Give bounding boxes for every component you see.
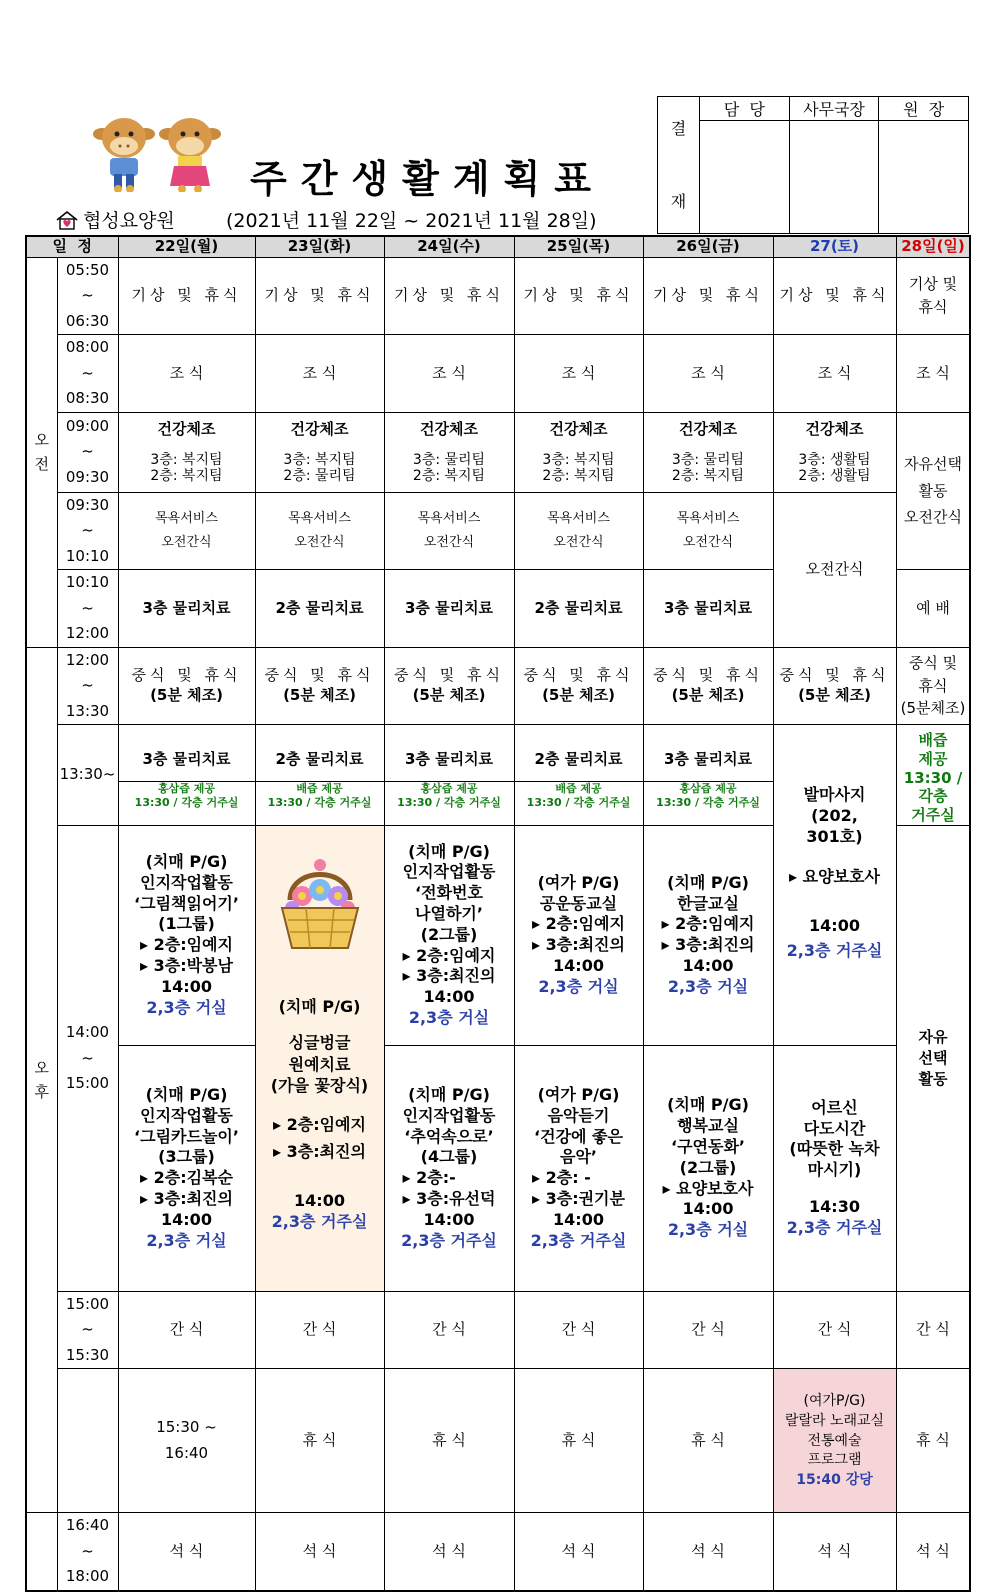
lunch-label: 중식 및 휴식 [653,666,763,685]
exercise-label: 건강체조 [549,420,608,439]
lunch-exercise: (5분 체조) [798,685,871,704]
program-group: (1그룹) [158,914,215,934]
section-label: 오 전 [26,257,57,647]
approval-label-top: 결 [670,118,687,138]
signature-box[interactable] [789,121,879,234]
activity-cell [255,492,384,570]
juice-label: 홍삼즙 제공 [158,781,215,795]
activity-cell [255,725,384,826]
lunch-label: 중식 및 휴식 [264,666,375,685]
program-cell [514,1045,643,1291]
program-time: 14:00 [553,956,604,976]
weekly-schedule-table [25,235,971,1592]
activity-cell [118,412,255,492]
program-title: 랄랄라 노래교실 전통예술 프로그램 [784,1412,885,1469]
time-slot: 13:30~ [57,725,118,826]
activity-cell: 중식 및 휴식 (5분체조) [896,647,970,725]
activity-cell: 석 식 [773,1513,896,1591]
bath-service: 목욕서비스 [547,511,610,527]
exercise-label: 건강체조 [420,420,478,439]
activity-cell [118,647,255,725]
signature-box[interactable] [879,121,969,234]
time-slot: 15:30 ~ 16:40 [118,1369,255,1513]
program-floors: ▸ 2층:김복순 ▸ 3층:최진의 [140,1168,233,1209]
activity-cell: 오전간식 [773,492,896,647]
lunch-exercise: (5분 체조) [542,685,615,704]
time-slot: 05:50 ~ 06:30 [57,257,118,335]
activity-cell: 휴 식 [643,1369,773,1513]
team-assignment: 3층: 복지팀 2층: 복지팀 [542,451,615,484]
program-tag: (치매 P/G) [408,841,490,861]
program-place: 2,3층 거실 [146,997,227,1017]
program-title: 공운동교실 [539,893,618,913]
program-group: (2그룹) [679,1157,737,1177]
program-cell [773,725,896,1046]
juice-time: 13:30 / 각층 거주실 [267,796,372,810]
exercise-label: 건강체조 [157,420,216,439]
activity-cell: 3층 물리치료 [643,570,773,648]
activity-cell [643,492,773,570]
lunch-label: 중식 및 휴식 [779,666,890,685]
activity-cell [643,412,773,492]
program-cell [643,825,773,1045]
juice-time: 13:30 / 각층 거주실 [134,796,239,810]
approval-role-staff: 담 당 [700,97,790,121]
activity-cell: 석 식 [514,1513,643,1591]
program-cell [118,1045,255,1291]
time-slot: 10:10 ~ 12:00 [57,570,118,648]
time-slot: 16:40 ~ 18:00 [57,1513,118,1591]
day-header: 23일(화) [255,236,384,257]
program-time: 15:40 강당 [796,1471,873,1488]
program-group: (3그룹) [158,1147,215,1167]
program-tag: (여가 P/G) [537,1085,620,1105]
program-floors: ▸ 2층:임예지 ▸ 3층:최진의 [402,945,496,986]
time-slot: 09:30 ~ 10:10 [57,492,118,570]
activity-cell: 간 식 [514,1291,643,1369]
program-place: 2,3층 거주실 [530,1230,627,1250]
bath-service: 목욕서비스 [288,511,351,527]
team-assignment: 3층: 물리팀 2층: 복지팀 [671,451,745,484]
activity-cell: 휴 식 [255,1369,384,1513]
activity-cell: 석 식 [384,1513,514,1591]
activity-cell [384,647,514,725]
program-title: 인지작업활동 ‘전화번호 나열하기’ [402,862,496,924]
activity-cell [773,647,896,725]
program-tag: (여가 P/G) [537,872,620,892]
activity-cell [118,725,255,826]
activity-cell: 조 식 [514,335,643,413]
program-tag: (치매 P/G) [667,872,749,892]
activity-cell: 기상 및 휴식 [896,257,970,335]
juice-label: 홍삼즙 제공 [420,781,478,795]
activity-cell: 석 식 [255,1513,384,1591]
activity-cell [384,492,514,570]
program-floors: ▸ 2층:임예지 ▸ 3층:최진의 [661,914,755,955]
activity-cell: 기상 및 휴식 [773,257,896,335]
activity-cell: 간 식 [384,1291,514,1369]
program-time: 14:30 [809,1197,860,1217]
program-place: 2,3층 거실 [408,1008,490,1028]
time-slot: 15:00 ~ 15:30 [57,1291,118,1369]
activity-cell: 2층 물리치료 [514,570,643,648]
page-title: 주간생활계획표 [250,157,605,201]
program-floors: ▸ 2층:임예지 ▸ 3층:최진의 [273,1114,366,1162]
program-tag: (치매 P/G) [667,1095,749,1115]
facility-name: 협성요양원 [83,210,175,232]
activity-cell [643,725,773,826]
program-floors: ▸ 2층:임예지 ▸ 3층:박봉남 [140,935,233,976]
activity-cell: 2층 물리치료 [255,570,384,648]
approval-role-director: 원 장 [879,97,969,121]
activity-cell: 조 식 [384,335,514,413]
day-header: 28일(일) [896,236,970,257]
am-snack: 오전간식 [294,534,345,550]
activity-cell [384,725,514,826]
am-snack: 오전간식 [682,534,734,550]
program-group: (2그룹) [420,924,478,944]
program-title: 인지작업활동 ‘그림카드놀이’ [134,1105,239,1146]
cow-mascot-icon [158,112,222,192]
activity-cell [514,647,643,725]
program-place: 2,3층 거주실 [786,940,883,960]
program-time: 14:00 [553,1209,604,1229]
program-place: 2,3층 거실 [538,976,619,996]
therapy-label: 3층 물리치료 [644,739,773,782]
time-slot: 08:00 ~ 08:30 [57,335,118,413]
time-slot: 14:00 ~ 15:00 [57,825,118,1291]
activity-cell: 기상 및 휴식 [514,257,643,335]
approval-box [657,96,969,234]
activity-cell [255,647,384,725]
schedule-label: 일 정 [26,236,118,257]
program-title: 한글교실 [677,893,739,913]
activity-cell [514,725,643,826]
activity-cell: 조 식 [643,335,773,413]
schedule-period: (2021년 11월 22일 ~ 2021년 11월 28일) [226,210,597,232]
lunch-label: 중식 및 휴식 [394,666,504,685]
activity-cell: 석 식 [896,1513,970,1591]
exercise-label: 건강체조 [679,420,737,439]
program-title: 음악듣기 ‘건강에 좋은 음악’ [534,1105,623,1167]
day-header: 26일(금) [643,236,773,257]
lunch-label: 중식 및 휴식 [523,666,634,685]
activity-cell: 자유선택 활동 오전간식 [896,412,970,570]
program-place: 2,3층 거실 [146,1230,227,1250]
lunch-exercise: (5분 체조) [283,685,356,704]
activity-cell [255,412,384,492]
juice-label: 배즙 제공 [296,781,343,795]
activity-cell: 예 배 [896,570,970,648]
activity-cell: 조 식 [896,335,970,413]
program-cell [384,825,514,1045]
activity-cell: 3층 물리치료 [384,570,514,648]
juice-time: 13:30 / 각층 거주실 [397,796,501,810]
program-time: 14:00 [423,1209,475,1229]
activity-cell: 기상 및 휴식 [255,257,384,335]
therapy-label: 3층 물리치료 [119,739,255,782]
activity-cell: 기상 및 휴식 [384,257,514,335]
program-tag: (치매 P/G) [278,997,361,1017]
am-snack: 오전간식 [423,534,475,550]
program-title: 어르신 다도시간 (따뜻한 녹차 마시기) [789,1097,880,1180]
activity-cell [643,647,773,725]
program-time: 14:00 [161,1209,212,1229]
am-snack: 오전간식 [161,534,212,550]
activity-cell: 석 식 [643,1513,773,1591]
program-cell [514,825,643,1045]
bath-service: 목욕서비스 [155,511,218,527]
free-activity: 자유 선택 활동 [896,825,970,1291]
activity-cell: 조 식 [773,335,896,413]
program-place: 2,3층 거실 [667,976,749,996]
exercise-label: 건강체조 [805,420,864,439]
program-tag: (치매 P/G) [408,1085,490,1105]
day-header: 24일(수) [384,236,514,257]
am-snack: 오전간식 [553,534,604,550]
program-cell [255,825,384,1291]
program-title: 인지작업활동 ‘추억속으로’ [402,1105,496,1146]
signature-box[interactable] [700,121,790,234]
activity-cell: 간 식 [896,1291,970,1369]
juice-time: 13:30 / 각층 거주실 [656,796,760,810]
time-slot: 09:00 ~ 09:30 [57,412,118,492]
activity-cell: 휴 식 [384,1369,514,1513]
juice-label: 홍삼즙 제공 [679,781,737,795]
activity-cell: 휴 식 [514,1369,643,1513]
activity-cell: 기상 및 휴식 [643,257,773,335]
program-tag: (치매 P/G) [145,852,228,872]
approval-role-secretary: 사무국장 [789,97,879,121]
therapy-label: 2층 물리치료 [256,739,384,782]
lunch-label: 중식 및 휴식 [131,666,242,685]
bath-service: 목욕서비스 [676,511,740,527]
program-tag: (치매 P/G) [145,1085,228,1105]
program-floors: ▸ 2층:- ▸ 3층:유선덕 [402,1168,496,1209]
program-time: 14:00 [294,1191,345,1211]
therapy-label: 3층 물리치료 [385,739,514,782]
activity-cell: 조 식 [255,335,384,413]
therapy-label: 2층 물리치료 [515,739,643,782]
team-assignment: 3층: 물리팀 2층: 복지팀 [412,451,486,484]
program-group: (4그룹) [420,1147,478,1167]
time-slot: 12:00 ~ 13:30 [57,647,118,725]
day-header: 25일(목) [514,236,643,257]
team-assignment: 3층: 복지팀 2층: 물리팀 [283,451,356,484]
approval-label-bottom: 재 [670,192,687,211]
program-place: 2,3층 거주실 [401,1230,497,1250]
activity-cell: 기상 및 휴식 [118,257,255,335]
juice-time: 13:30 / 각층 거주실 [526,796,631,810]
program-floors: ▸ 2층:임예지 ▸ 3층:최진의 [532,914,625,955]
activity-cell [773,412,896,492]
program-cell [118,825,255,1045]
exercise-label: 건강체조 [290,420,349,439]
day-header: 27(토) [773,236,896,257]
lunch-exercise: (5분 체조) [671,685,745,704]
activity-cell: 조 식 [118,335,255,413]
program-place: 2,3층 거실 [667,1220,749,1240]
program-cell [384,1045,514,1291]
flower-basket-icon [272,856,368,956]
program-title: 행복교실 ‘구연동화’ [671,1116,745,1157]
program-title: 발마사지 (202, 301호) [803,785,866,846]
house-heart-icon [55,210,79,230]
cow-mascot-icon [92,112,156,192]
activity-cell: 간 식 [773,1291,896,1369]
program-place: 2,3층 거주실 [271,1212,368,1231]
activity-cell [514,412,643,492]
day-header: 22일(월) [118,236,255,257]
program-title: 인지작업활동 ‘그림책읽어기’ [134,872,239,913]
activity-cell: 휴 식 [896,1369,970,1513]
activity-cell [118,492,255,570]
program-floors: ▸ 2층: - ▸ 3층:권기분 [532,1168,625,1209]
juice-label: 배즙 제공 [555,781,602,795]
program-place: 2,3층 거주실 [786,1217,883,1237]
program-cell [773,1045,896,1291]
activity-cell [514,492,643,570]
activity-cell: 간 식 [643,1291,773,1369]
juice-cell: 배즙 제공 13:30 / 각층 거주실 [896,725,970,826]
program-time: 14:00 [809,916,860,936]
program-time: 14:00 [682,1199,734,1219]
program-floors: ▸ 요양보호사 [662,1178,754,1198]
section-label: 오 후 [26,647,57,1513]
program-time: 14:00 [682,956,734,976]
lunch-exercise: (5분 체조) [412,685,486,704]
program-time: 14:00 [161,976,212,996]
activity-cell: 간 식 [118,1291,255,1369]
team-assignment: 3층: 생활팀 2층: 생활팀 [798,451,871,484]
activity-cell: 3층 물리치료 [118,570,255,648]
lunch-exercise: (5분 체조) [150,685,223,704]
program-cell [773,1369,896,1513]
activity-cell [384,412,514,492]
bath-service: 목욕서비스 [417,511,481,527]
activity-cell: 간 식 [255,1291,384,1369]
activity-cell: 석 식 [118,1513,255,1591]
program-floors: ▸ 요양보호사 [789,867,880,887]
program-title: 싱글벙글 원예치료 (가을 꽃장식) [270,1033,369,1096]
team-assignment: 3층: 복지팀 2층: 복지팀 [150,451,223,484]
program-time: 14:00 [423,987,475,1007]
program-cell [643,1045,773,1291]
program-tag: (여가P/G) [803,1393,866,1410]
